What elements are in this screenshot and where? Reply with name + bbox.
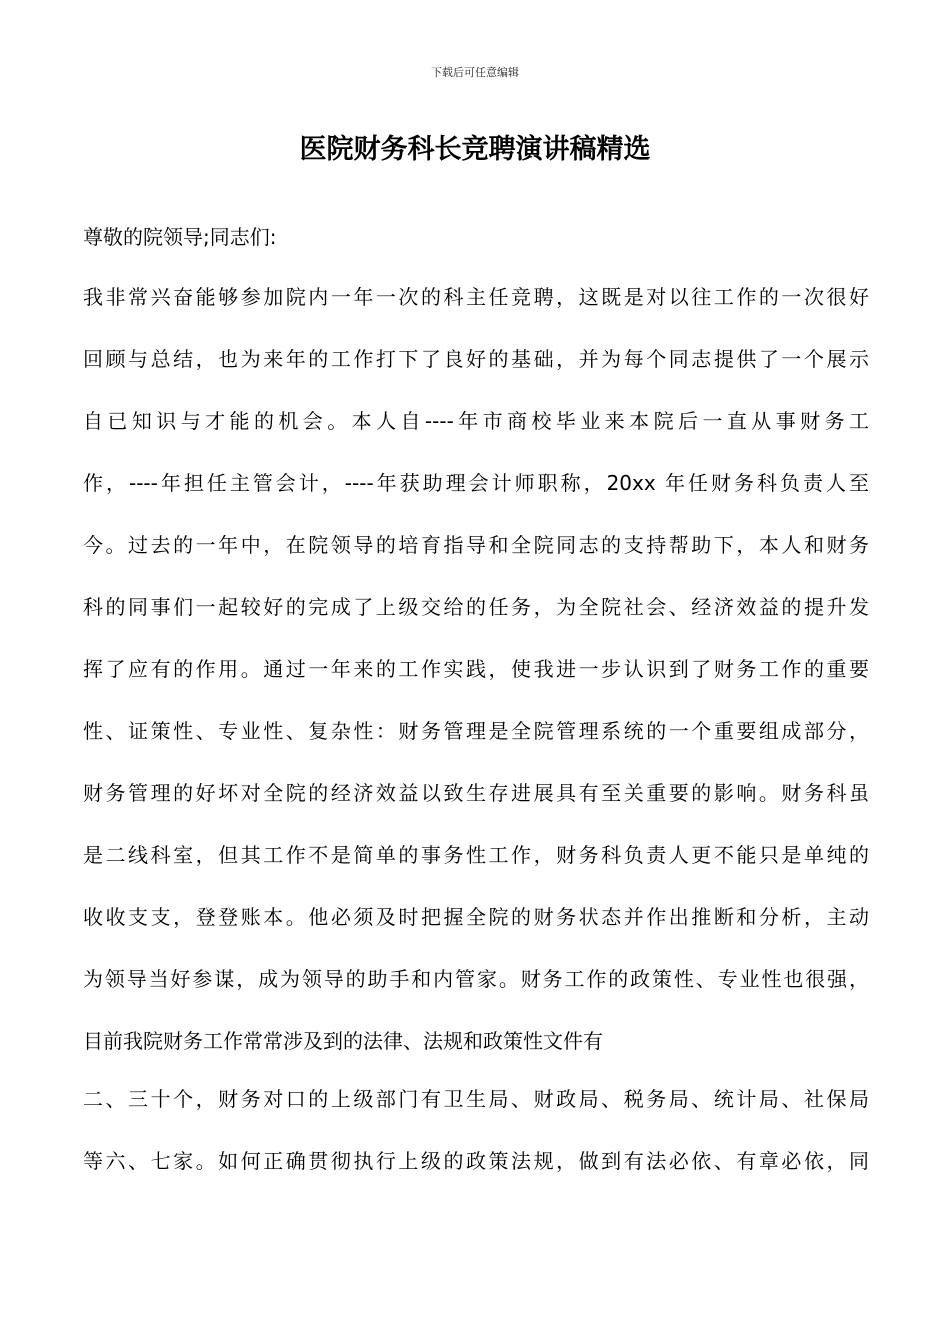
paragraph-line: 财务管理的好坏对全院的经济效益以致生存进展具有至关重要的影响。财务科虽: [83, 781, 869, 805]
paragraph-line: 收收支支，登登账本。他必须及时把握全院的财务状态并作出推断和分析，主动: [83, 905, 869, 929]
paragraph-line: 今。过去的一年中，在院领导的培育指导和全院同志的支持帮助下，本人和财务: [83, 533, 869, 557]
salutation: 尊敬的院领导;同志们:: [83, 225, 277, 249]
paragraph-line: 二、三十个，财务对口的上级部门有卫生局、财政局、税务局、统计局、社保局: [83, 1087, 869, 1111]
document-title: 医院财务科长竞聘演讲稿精选: [299, 134, 651, 165]
paragraph-line: 目前我院财务工作常常涉及到的法律、法规和政策性文件有: [83, 1029, 603, 1053]
paragraph-line: 等六、七家。如何正确贯彻执行上级的政策法规，做到有法必依、有章必依，同: [83, 1149, 869, 1173]
paragraph-line: 我非常兴奋能够参加院内一年一次的科主任竞聘，这既是对以往工作的一次很好: [83, 285, 869, 309]
paragraph-line: 性、证策性、专业性、复杂性：财务管理是全院管理系统的一个重要组成部分，: [83, 719, 869, 743]
paragraph-line: 自已知识与才能的机会。本人自----年市商校毕业来本院后一直从事财务工: [83, 409, 869, 433]
paragraph-line: 科的同事们一起较好的完成了上级交给的任务，为全院社会、经济效益的提升发: [83, 595, 869, 619]
paragraph-line: 是二线科室，但其工作不是简单的事务性工作，财务科负责人更不能只是单纯的: [83, 843, 869, 867]
header-note: 下载后可任意编辑: [431, 66, 519, 79]
paragraph-line: 作，----年担任主管会计，----年获助理会计师职称，20xx 年任财务科负责人至: [83, 471, 869, 495]
paragraph-line: 挥了应有的作用。通过一年来的工作实践，使我进一步认识到了财务工作的重要: [83, 657, 869, 681]
paragraph-line: 为领导当好参谋，成为领导的助手和内管家。财务工作的政策性、专业性也很强，: [83, 967, 869, 991]
paragraph-line: 回顾与总结，也为来年的工作打下了良好的基础，并为每个同志提供了一个展示: [83, 347, 869, 371]
